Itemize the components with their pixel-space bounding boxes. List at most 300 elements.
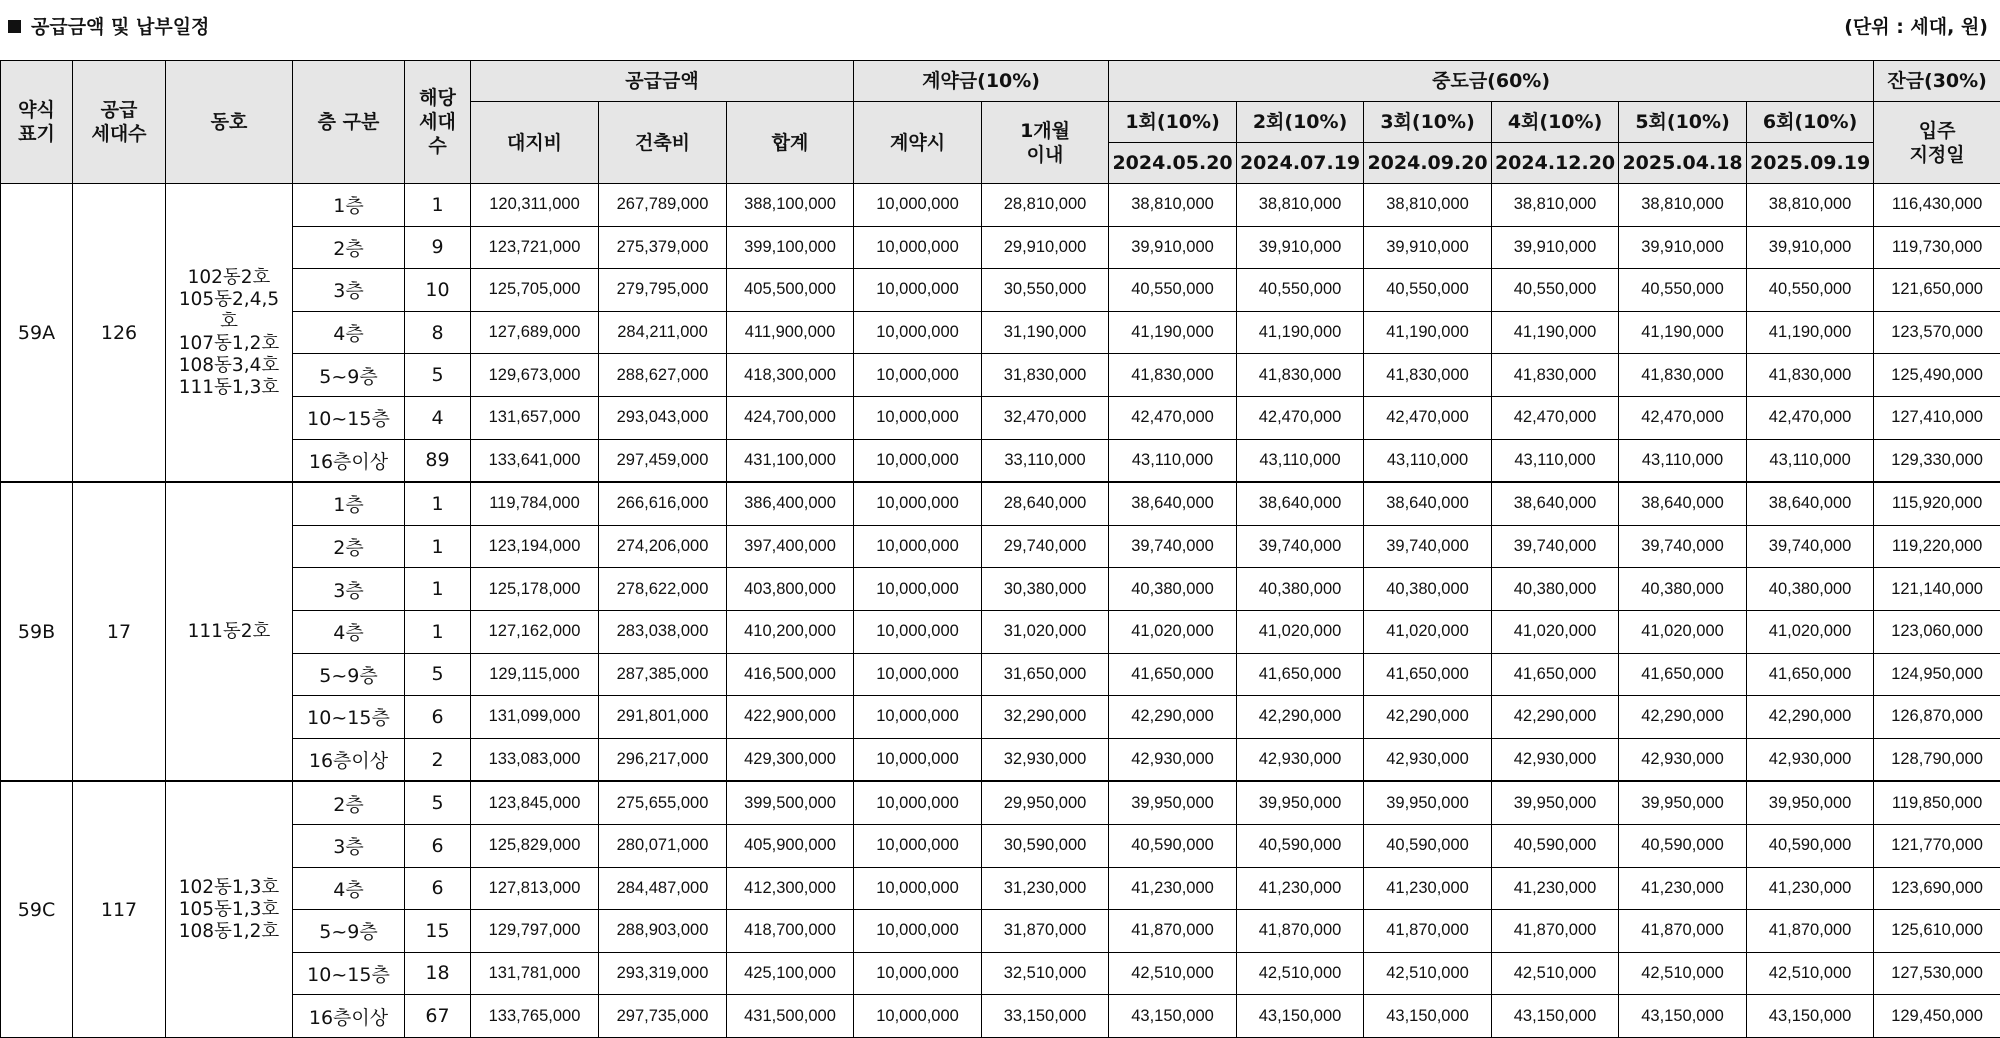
interim-cell: 41,870,000 xyxy=(1109,910,1237,953)
interim-cell: 38,640,000 xyxy=(1109,482,1237,525)
interim-cell: 41,830,000 xyxy=(1237,354,1364,397)
building-cost-cell: 266,616,000 xyxy=(599,482,727,525)
interim-cell: 41,230,000 xyxy=(1747,867,1874,910)
table-row xyxy=(1,696,2000,739)
deposit-contract-cell: 10,000,000 xyxy=(854,269,982,312)
deposit-month-cell: 31,870,000 xyxy=(982,910,1109,953)
interim-cell: 39,950,000 xyxy=(1619,781,1747,824)
table-row xyxy=(1,824,2000,867)
supply-units-cell: 17 xyxy=(73,482,166,781)
interim-cell: 42,930,000 xyxy=(1747,738,1874,781)
deposit-contract-cell: 10,000,000 xyxy=(854,610,982,653)
deposit-contract-cell: 10,000,000 xyxy=(854,824,982,867)
land-cost-cell: 129,797,000 xyxy=(471,910,599,953)
total-cell: 418,300,000 xyxy=(727,354,854,397)
building-cost-cell: 297,459,000 xyxy=(599,439,727,482)
deposit-contract-cell: 10,000,000 xyxy=(854,396,982,439)
deposit-contract-cell: 10,000,000 xyxy=(854,781,982,824)
interim-cell: 40,590,000 xyxy=(1619,824,1747,867)
interim-cell: 40,590,000 xyxy=(1364,824,1492,867)
table-row xyxy=(1,354,2000,397)
deposit-contract-cell: 10,000,000 xyxy=(854,439,982,482)
interim-cell: 41,020,000 xyxy=(1109,610,1237,653)
page-title xyxy=(8,12,209,39)
header-interim-round: 1회(10%) xyxy=(1109,102,1237,143)
interim-cell: 39,950,000 xyxy=(1109,781,1237,824)
total-cell: 405,900,000 xyxy=(727,824,854,867)
interim-cell: 42,290,000 xyxy=(1237,696,1364,739)
header-dong-ho: 동호 xyxy=(166,61,293,184)
deposit-contract-cell: 10,000,000 xyxy=(854,482,982,525)
interim-cell: 42,510,000 xyxy=(1747,952,1874,995)
interim-cell: 41,650,000 xyxy=(1109,653,1237,696)
interim-cell: 40,590,000 xyxy=(1747,824,1874,867)
interim-cell: 43,150,000 xyxy=(1747,995,1874,1038)
building-cost-cell: 284,211,000 xyxy=(599,311,727,354)
interim-cell: 39,740,000 xyxy=(1492,525,1619,568)
building-cost-cell: 279,795,000 xyxy=(599,269,727,312)
floor-cell: 10~15층 xyxy=(293,396,405,439)
interim-cell: 41,830,000 xyxy=(1747,354,1874,397)
land-cost-cell: 125,829,000 xyxy=(471,824,599,867)
deposit-month-cell: 28,810,000 xyxy=(982,184,1109,227)
header-interim-round: 6회(10%) xyxy=(1747,102,1874,143)
interim-cell: 42,290,000 xyxy=(1109,696,1237,739)
table-row xyxy=(1,867,2000,910)
interim-cell: 42,930,000 xyxy=(1237,738,1364,781)
dong-ho-cell xyxy=(166,184,293,483)
interim-cell: 40,550,000 xyxy=(1619,269,1747,312)
interim-cell: 38,810,000 xyxy=(1619,184,1747,227)
land-cost-cell: 125,705,000 xyxy=(471,269,599,312)
interim-cell: 42,290,000 xyxy=(1492,696,1619,739)
unit-count-cell: 2 xyxy=(405,738,471,781)
header-interim-date: 2024.07.19 xyxy=(1237,143,1364,184)
interim-cell: 43,110,000 xyxy=(1237,439,1364,482)
header-interim-round: 3회(10%) xyxy=(1364,102,1492,143)
header-unit-count xyxy=(405,61,471,184)
interim-cell: 42,510,000 xyxy=(1109,952,1237,995)
deposit-month-cell: 31,230,000 xyxy=(982,867,1109,910)
building-cost-cell: 288,903,000 xyxy=(599,910,727,953)
interim-cell: 42,930,000 xyxy=(1492,738,1619,781)
balance-cell: 124,950,000 xyxy=(1874,653,2000,696)
table-row xyxy=(1,738,2000,781)
interim-cell: 42,470,000 xyxy=(1619,396,1747,439)
interim-cell: 38,640,000 xyxy=(1747,482,1874,525)
dong-ho-text: 102동2호 105동2,4,5 호 107동1,2호 108동3,4호 111동1,3호 xyxy=(179,267,279,398)
supply-units-cell: 117 xyxy=(73,781,166,1037)
interim-cell: 41,230,000 xyxy=(1237,867,1364,910)
deposit-month-cell: 31,020,000 xyxy=(982,610,1109,653)
interim-cell: 43,150,000 xyxy=(1492,995,1619,1038)
table-row xyxy=(1,482,2000,525)
interim-cell: 40,380,000 xyxy=(1492,568,1619,611)
balance-cell: 119,730,000 xyxy=(1874,226,2000,269)
floor-cell: 5~9층 xyxy=(293,653,405,696)
balance-cell: 127,530,000 xyxy=(1874,952,2000,995)
interim-cell: 40,380,000 xyxy=(1747,568,1874,611)
table-row xyxy=(1,952,2000,995)
interim-cell: 40,550,000 xyxy=(1492,269,1619,312)
balance-cell: 121,770,000 xyxy=(1874,824,2000,867)
interim-cell: 42,510,000 xyxy=(1492,952,1619,995)
unit-count-cell: 67 xyxy=(405,995,471,1038)
interim-cell: 40,380,000 xyxy=(1237,568,1364,611)
interim-cell: 39,950,000 xyxy=(1747,781,1874,824)
table-row xyxy=(1,610,2000,653)
building-cost-cell: 280,071,000 xyxy=(599,824,727,867)
interim-cell: 41,870,000 xyxy=(1364,910,1492,953)
type-cell: 59A xyxy=(1,184,73,483)
interim-cell: 41,830,000 xyxy=(1109,354,1237,397)
deposit-month-cell: 32,930,000 xyxy=(982,738,1109,781)
deposit-month-cell: 28,640,000 xyxy=(982,482,1109,525)
type-cell: 59C xyxy=(1,781,73,1037)
table-row xyxy=(1,226,2000,269)
table-row xyxy=(1,269,2000,312)
deposit-contract-cell: 10,000,000 xyxy=(854,867,982,910)
interim-cell: 42,470,000 xyxy=(1747,396,1874,439)
interim-cell: 38,810,000 xyxy=(1237,184,1364,227)
land-cost-cell: 133,765,000 xyxy=(471,995,599,1038)
floor-cell: 4층 xyxy=(293,311,405,354)
interim-cell: 39,950,000 xyxy=(1237,781,1364,824)
header-balance-date xyxy=(1874,102,2000,184)
interim-cell: 41,650,000 xyxy=(1364,653,1492,696)
interim-cell: 39,740,000 xyxy=(1237,525,1364,568)
building-cost-cell: 291,801,000 xyxy=(599,696,727,739)
interim-cell: 41,190,000 xyxy=(1492,311,1619,354)
interim-cell: 38,810,000 xyxy=(1109,184,1237,227)
floor-cell: 1층 xyxy=(293,184,405,227)
total-cell: 410,200,000 xyxy=(727,610,854,653)
building-cost-cell: 293,043,000 xyxy=(599,396,727,439)
deposit-contract-cell: 10,000,000 xyxy=(854,184,982,227)
header-land: 대지비 xyxy=(471,102,599,184)
deposit-contract-cell: 10,000,000 xyxy=(854,525,982,568)
building-cost-cell: 267,789,000 xyxy=(599,184,727,227)
interim-cell: 41,650,000 xyxy=(1747,653,1874,696)
floor-cell: 2층 xyxy=(293,226,405,269)
unit-count-cell: 1 xyxy=(405,184,471,227)
balance-cell: 123,570,000 xyxy=(1874,311,2000,354)
floor-cell: 16층이상 xyxy=(293,738,405,781)
land-cost-cell: 123,845,000 xyxy=(471,781,599,824)
total-cell: 399,100,000 xyxy=(727,226,854,269)
header-interim-date: 2025.09.19 xyxy=(1747,143,1874,184)
interim-cell: 38,640,000 xyxy=(1364,482,1492,525)
interim-cell: 41,870,000 xyxy=(1237,910,1364,953)
price-schedule-table xyxy=(0,60,2000,1038)
interim-cell: 42,930,000 xyxy=(1109,738,1237,781)
land-cost-cell: 127,689,000 xyxy=(471,311,599,354)
header-floor-group: 층 구분 xyxy=(293,61,405,184)
floor-cell: 16층이상 xyxy=(293,995,405,1038)
deposit-month-cell: 29,950,000 xyxy=(982,781,1109,824)
header-type xyxy=(1,61,73,184)
header-interim-round: 2회(10%) xyxy=(1237,102,1364,143)
interim-cell: 43,150,000 xyxy=(1619,995,1747,1038)
deposit-contract-cell: 10,000,000 xyxy=(854,995,982,1038)
interim-cell: 42,930,000 xyxy=(1619,738,1747,781)
land-cost-cell: 123,721,000 xyxy=(471,226,599,269)
interim-cell: 39,910,000 xyxy=(1109,226,1237,269)
total-cell: 431,500,000 xyxy=(727,995,854,1038)
floor-cell: 10~15층 xyxy=(293,952,405,995)
building-cost-cell: 284,487,000 xyxy=(599,867,727,910)
total-cell: 431,100,000 xyxy=(727,439,854,482)
square-bullet-icon xyxy=(8,20,21,33)
interim-cell: 41,870,000 xyxy=(1619,910,1747,953)
header-interim-date: 2025.04.18 xyxy=(1619,143,1747,184)
deposit-month-cell: 33,150,000 xyxy=(982,995,1109,1038)
interim-cell: 43,110,000 xyxy=(1109,439,1237,482)
total-cell: 403,800,000 xyxy=(727,568,854,611)
interim-cell: 42,510,000 xyxy=(1237,952,1364,995)
building-cost-cell: 287,385,000 xyxy=(599,653,727,696)
type-cell: 59B xyxy=(1,482,73,781)
deposit-month-cell: 30,380,000 xyxy=(982,568,1109,611)
interim-cell: 41,870,000 xyxy=(1747,910,1874,953)
deposit-month-cell: 32,290,000 xyxy=(982,696,1109,739)
building-cost-cell: 288,627,000 xyxy=(599,354,727,397)
table-row xyxy=(1,439,2000,482)
interim-cell: 40,590,000 xyxy=(1492,824,1619,867)
unit-count-cell: 18 xyxy=(405,952,471,995)
table-row xyxy=(1,568,2000,611)
building-cost-cell: 275,379,000 xyxy=(599,226,727,269)
land-cost-cell: 131,781,000 xyxy=(471,952,599,995)
table-row xyxy=(1,995,2000,1038)
deposit-contract-cell: 10,000,000 xyxy=(854,226,982,269)
building-cost-cell: 275,655,000 xyxy=(599,781,727,824)
floor-cell: 3층 xyxy=(293,269,405,312)
land-cost-cell: 127,162,000 xyxy=(471,610,599,653)
table-row xyxy=(1,653,2000,696)
interim-cell: 38,810,000 xyxy=(1492,184,1619,227)
land-cost-cell: 123,194,000 xyxy=(471,525,599,568)
interim-cell: 41,650,000 xyxy=(1619,653,1747,696)
unit-count-cell: 1 xyxy=(405,525,471,568)
header-supply-units-text: 공급 세대수 xyxy=(91,99,146,145)
interim-cell: 40,380,000 xyxy=(1619,568,1747,611)
deposit-contract-cell: 10,000,000 xyxy=(854,311,982,354)
deposit-contract-cell: 10,000,000 xyxy=(854,354,982,397)
deposit-month-cell: 31,830,000 xyxy=(982,354,1109,397)
floor-cell: 16층이상 xyxy=(293,439,405,482)
unit-count-cell: 15 xyxy=(405,910,471,953)
interim-cell: 41,020,000 xyxy=(1492,610,1619,653)
interim-cell: 41,020,000 xyxy=(1619,610,1747,653)
unit-note: (단위 : 세대, 원) xyxy=(1844,12,1988,39)
total-cell: 425,100,000 xyxy=(727,952,854,995)
deposit-month-cell: 29,740,000 xyxy=(982,525,1109,568)
header-deposit-month xyxy=(982,102,1109,184)
interim-cell: 40,550,000 xyxy=(1109,269,1237,312)
interim-cell: 41,190,000 xyxy=(1364,311,1492,354)
interim-cell: 38,810,000 xyxy=(1364,184,1492,227)
total-cell: 429,300,000 xyxy=(727,738,854,781)
deposit-month-cell: 30,550,000 xyxy=(982,269,1109,312)
header-unit-count-text: 해당 세대 수 xyxy=(419,87,456,157)
interim-cell: 41,650,000 xyxy=(1237,653,1364,696)
deposit-contract-cell: 10,000,000 xyxy=(854,653,982,696)
table-body xyxy=(1,184,2000,1038)
interim-cell: 42,290,000 xyxy=(1619,696,1747,739)
interim-cell: 39,740,000 xyxy=(1109,525,1237,568)
floor-cell: 4층 xyxy=(293,867,405,910)
land-cost-cell: 127,813,000 xyxy=(471,867,599,910)
balance-cell: 121,650,000 xyxy=(1874,269,2000,312)
interim-cell: 40,550,000 xyxy=(1364,269,1492,312)
unit-count-cell: 5 xyxy=(405,354,471,397)
total-cell: 412,300,000 xyxy=(727,867,854,910)
header-supply-amount: 공급금액 xyxy=(471,61,854,102)
floor-cell: 5~9층 xyxy=(293,354,405,397)
header-balance: 잔금(30%) xyxy=(1874,61,2000,102)
interim-cell: 39,910,000 xyxy=(1237,226,1364,269)
header-building: 건축비 xyxy=(599,102,727,184)
floor-cell: 10~15층 xyxy=(293,696,405,739)
floor-cell: 2층 xyxy=(293,781,405,824)
interim-cell: 41,230,000 xyxy=(1492,867,1619,910)
land-cost-cell: 125,178,000 xyxy=(471,568,599,611)
balance-cell: 127,410,000 xyxy=(1874,396,2000,439)
deposit-month-cell: 31,190,000 xyxy=(982,311,1109,354)
interim-cell: 39,910,000 xyxy=(1619,226,1747,269)
floor-cell: 3층 xyxy=(293,824,405,867)
land-cost-cell: 119,784,000 xyxy=(471,482,599,525)
floor-cell: 1층 xyxy=(293,482,405,525)
interim-cell: 43,150,000 xyxy=(1364,995,1492,1038)
balance-cell: 119,850,000 xyxy=(1874,781,2000,824)
land-cost-cell: 131,099,000 xyxy=(471,696,599,739)
interim-cell: 43,150,000 xyxy=(1109,995,1237,1038)
deposit-month-cell: 32,510,000 xyxy=(982,952,1109,995)
deposit-month-cell: 29,910,000 xyxy=(982,226,1109,269)
header-interim-date: 2024.05.20 xyxy=(1109,143,1237,184)
header-interim-round: 5회(10%) xyxy=(1619,102,1747,143)
deposit-contract-cell: 10,000,000 xyxy=(854,696,982,739)
building-cost-cell: 297,735,000 xyxy=(599,995,727,1038)
interim-cell: 41,190,000 xyxy=(1237,311,1364,354)
unit-count-cell: 4 xyxy=(405,396,471,439)
interim-cell: 39,740,000 xyxy=(1619,525,1747,568)
balance-cell: 116,430,000 xyxy=(1874,184,2000,227)
land-cost-cell: 133,641,000 xyxy=(471,439,599,482)
deposit-contract-cell: 10,000,000 xyxy=(854,738,982,781)
land-cost-cell: 120,311,000 xyxy=(471,184,599,227)
total-cell: 386,400,000 xyxy=(727,482,854,525)
deposit-contract-cell: 10,000,000 xyxy=(854,910,982,953)
interim-cell: 38,640,000 xyxy=(1237,482,1364,525)
total-cell: 422,900,000 xyxy=(727,696,854,739)
unit-count-cell: 9 xyxy=(405,226,471,269)
deposit-month-cell: 31,650,000 xyxy=(982,653,1109,696)
unit-count-cell: 89 xyxy=(405,439,471,482)
supply-units-cell: 126 xyxy=(73,184,166,483)
balance-cell: 125,610,000 xyxy=(1874,910,2000,953)
interim-cell: 40,590,000 xyxy=(1109,824,1237,867)
header-deposit: 계약금(10%) xyxy=(854,61,1109,102)
header-interim-round: 4회(10%) xyxy=(1492,102,1619,143)
interim-cell: 41,020,000 xyxy=(1364,610,1492,653)
interim-cell: 39,910,000 xyxy=(1364,226,1492,269)
interim-cell: 41,830,000 xyxy=(1619,354,1747,397)
interim-cell: 41,230,000 xyxy=(1364,867,1492,910)
header-deposit-month-text: 1개월 이내 xyxy=(1020,120,1070,166)
interim-cell: 42,510,000 xyxy=(1619,952,1747,995)
interim-cell: 39,950,000 xyxy=(1492,781,1619,824)
interim-cell: 42,470,000 xyxy=(1492,396,1619,439)
total-cell: 411,900,000 xyxy=(727,311,854,354)
balance-cell: 119,220,000 xyxy=(1874,525,2000,568)
land-cost-cell: 133,083,000 xyxy=(471,738,599,781)
interim-cell: 41,190,000 xyxy=(1747,311,1874,354)
interim-cell: 42,470,000 xyxy=(1364,396,1492,439)
unit-count-cell: 1 xyxy=(405,568,471,611)
header-deposit-contract: 계약시 xyxy=(854,102,982,184)
balance-cell: 129,330,000 xyxy=(1874,439,2000,482)
interim-cell: 41,830,000 xyxy=(1364,354,1492,397)
interim-cell: 40,380,000 xyxy=(1364,568,1492,611)
page-title-text: 공급금액 및 납부일정 xyxy=(31,16,209,38)
total-cell: 424,700,000 xyxy=(727,396,854,439)
interim-cell: 43,110,000 xyxy=(1619,439,1747,482)
interim-cell: 40,590,000 xyxy=(1237,824,1364,867)
dong-ho-text: 111동2호 xyxy=(188,621,271,642)
dong-ho-cell xyxy=(166,781,293,1037)
building-cost-cell: 274,206,000 xyxy=(599,525,727,568)
table-row xyxy=(1,525,2000,568)
balance-cell: 126,870,000 xyxy=(1874,696,2000,739)
table-row xyxy=(1,184,2000,227)
land-cost-cell: 129,673,000 xyxy=(471,354,599,397)
interim-cell: 42,930,000 xyxy=(1364,738,1492,781)
header-interim-date: 2024.12.20 xyxy=(1492,143,1619,184)
unit-count-cell: 5 xyxy=(405,653,471,696)
total-cell: 416,500,000 xyxy=(727,653,854,696)
header-type-text: 약식 표기 xyxy=(18,99,55,145)
balance-cell: 128,790,000 xyxy=(1874,738,2000,781)
building-cost-cell: 293,319,000 xyxy=(599,952,727,995)
interim-cell: 42,290,000 xyxy=(1364,696,1492,739)
interim-cell: 39,910,000 xyxy=(1492,226,1619,269)
building-cost-cell: 296,217,000 xyxy=(599,738,727,781)
header-supply-units xyxy=(73,61,166,184)
total-cell: 405,500,000 xyxy=(727,269,854,312)
floor-cell: 5~9층 xyxy=(293,910,405,953)
interim-cell: 42,470,000 xyxy=(1109,396,1237,439)
interim-cell: 39,910,000 xyxy=(1747,226,1874,269)
unit-count-cell: 6 xyxy=(405,696,471,739)
interim-cell: 43,150,000 xyxy=(1237,995,1364,1038)
interim-cell: 42,510,000 xyxy=(1364,952,1492,995)
unit-count-cell: 10 xyxy=(405,269,471,312)
interim-cell: 41,830,000 xyxy=(1492,354,1619,397)
header-balance-date-text: 입주 지정일 xyxy=(1910,120,1965,166)
interim-cell: 38,640,000 xyxy=(1619,482,1747,525)
table-row xyxy=(1,781,2000,824)
building-cost-cell: 283,038,000 xyxy=(599,610,727,653)
interim-cell: 41,190,000 xyxy=(1619,311,1747,354)
land-cost-cell: 131,657,000 xyxy=(471,396,599,439)
deposit-month-cell: 32,470,000 xyxy=(982,396,1109,439)
deposit-contract-cell: 10,000,000 xyxy=(854,952,982,995)
unit-count-cell: 8 xyxy=(405,311,471,354)
interim-cell: 41,230,000 xyxy=(1619,867,1747,910)
